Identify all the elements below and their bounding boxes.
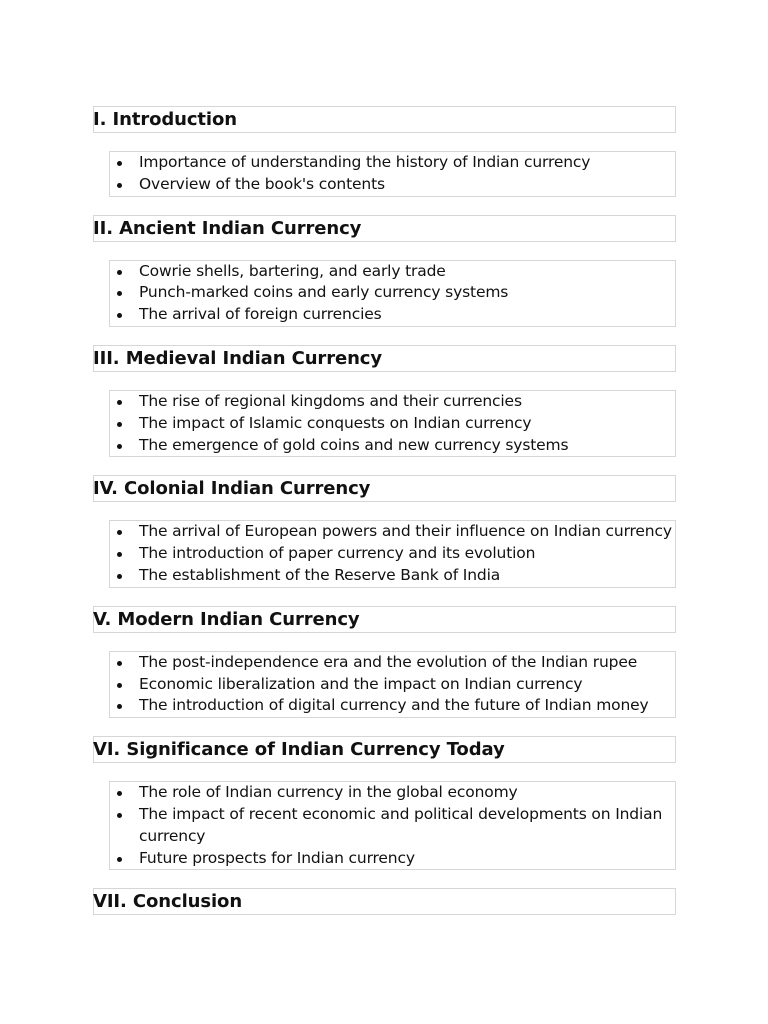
list-item-text: The role of Indian currency in the global economy	[139, 783, 518, 802]
list-item-text: Future prospects for Indian currency	[139, 848, 415, 867]
bullet-icon	[117, 704, 122, 709]
bullet-icon	[117, 574, 122, 579]
section-heading-modern	[93, 606, 676, 633]
list-item	[139, 521, 675, 543]
list-item	[139, 543, 675, 565]
heading-text: VII. Conclusion	[93, 891, 243, 913]
list-item-text: The post-independence era and the evolution of the Indian rupee	[139, 652, 638, 671]
list-item	[139, 391, 675, 413]
list-item	[139, 304, 675, 326]
list-item-text: The rise of regional kingdoms and their currencies	[139, 391, 522, 410]
section-heading-significance	[93, 736, 676, 763]
heading-text: VI. Significance of Indian Currency Today	[93, 739, 505, 761]
list-item	[139, 804, 675, 848]
bullet-list-medieval	[109, 390, 676, 457]
list-item-text: Punch-marked coins and early currency systems	[139, 283, 509, 302]
list-item	[139, 695, 675, 717]
bullet-list-significance	[109, 781, 676, 870]
bullet-icon	[117, 530, 122, 535]
heading-text: IV. Colonial Indian Currency	[93, 478, 371, 500]
list-item	[139, 565, 675, 587]
bullet-icon	[117, 291, 122, 296]
list-item-text: The impact of Islamic conquests on Indian currency	[139, 413, 532, 432]
list-item	[139, 152, 675, 174]
bullet-list-introduction	[109, 151, 676, 197]
bullet-list-ancient	[109, 260, 676, 327]
list-item	[139, 674, 675, 696]
list-item-text: The introduction of digital currency and the future of Indian money	[139, 696, 649, 715]
list-item	[139, 174, 675, 196]
bullet-icon	[117, 552, 122, 557]
bullet-icon	[117, 161, 122, 166]
bullet-icon	[117, 183, 122, 188]
heading-text: III. Medieval Indian Currency	[93, 347, 382, 369]
section-heading-ancient	[93, 215, 676, 242]
section-heading-colonial	[93, 475, 676, 502]
bullet-icon	[117, 791, 122, 796]
list-item	[139, 848, 675, 870]
list-item	[139, 261, 675, 283]
list-item-text: The introduction of paper currency and its evolution	[139, 544, 536, 563]
bullet-icon	[117, 813, 122, 818]
bullet-icon	[117, 270, 122, 275]
section-heading-medieval	[93, 345, 676, 372]
list-item	[139, 413, 675, 435]
bullet-icon	[117, 444, 122, 449]
heading-text: II. Ancient Indian Currency	[93, 217, 362, 239]
list-item-text: Overview of the book's contents	[139, 174, 385, 193]
bullet-icon	[117, 857, 122, 862]
bullet-icon	[117, 661, 122, 666]
list-item-text: The arrival of foreign currencies	[139, 305, 382, 324]
bullet-list-modern	[109, 651, 676, 718]
bullet-icon	[117, 683, 122, 688]
bullet-list-colonial	[109, 520, 676, 587]
list-item	[139, 282, 675, 304]
list-item	[139, 435, 675, 457]
bullet-icon	[117, 400, 122, 405]
bullet-icon	[117, 422, 122, 427]
list-item-text: Cowrie shells, bartering, and early trade	[139, 261, 446, 280]
list-item	[139, 782, 675, 804]
heading-text: I. Introduction	[93, 109, 237, 130]
list-item-text: The impact of recent economic and political developments on Indian currency	[139, 804, 663, 845]
heading-text: V. Modern Indian Currency	[93, 608, 360, 630]
list-item-text: The arrival of European powers and their influence on Indian currency	[139, 522, 672, 541]
bullet-icon	[117, 313, 122, 318]
list-item	[139, 652, 675, 674]
list-item-text: Economic liberalization and the impact on Indian currency	[139, 674, 583, 693]
list-item-text: The establishment of the Reserve Bank of India	[139, 565, 501, 584]
section-heading-introduction	[93, 106, 676, 133]
section-heading-conclusion	[93, 888, 676, 915]
document-outline	[93, 106, 676, 933]
list-item-text: The emergence of gold coins and new currency systems	[139, 435, 569, 454]
list-item-text: Importance of understanding the history of Indian currency	[139, 153, 591, 171]
